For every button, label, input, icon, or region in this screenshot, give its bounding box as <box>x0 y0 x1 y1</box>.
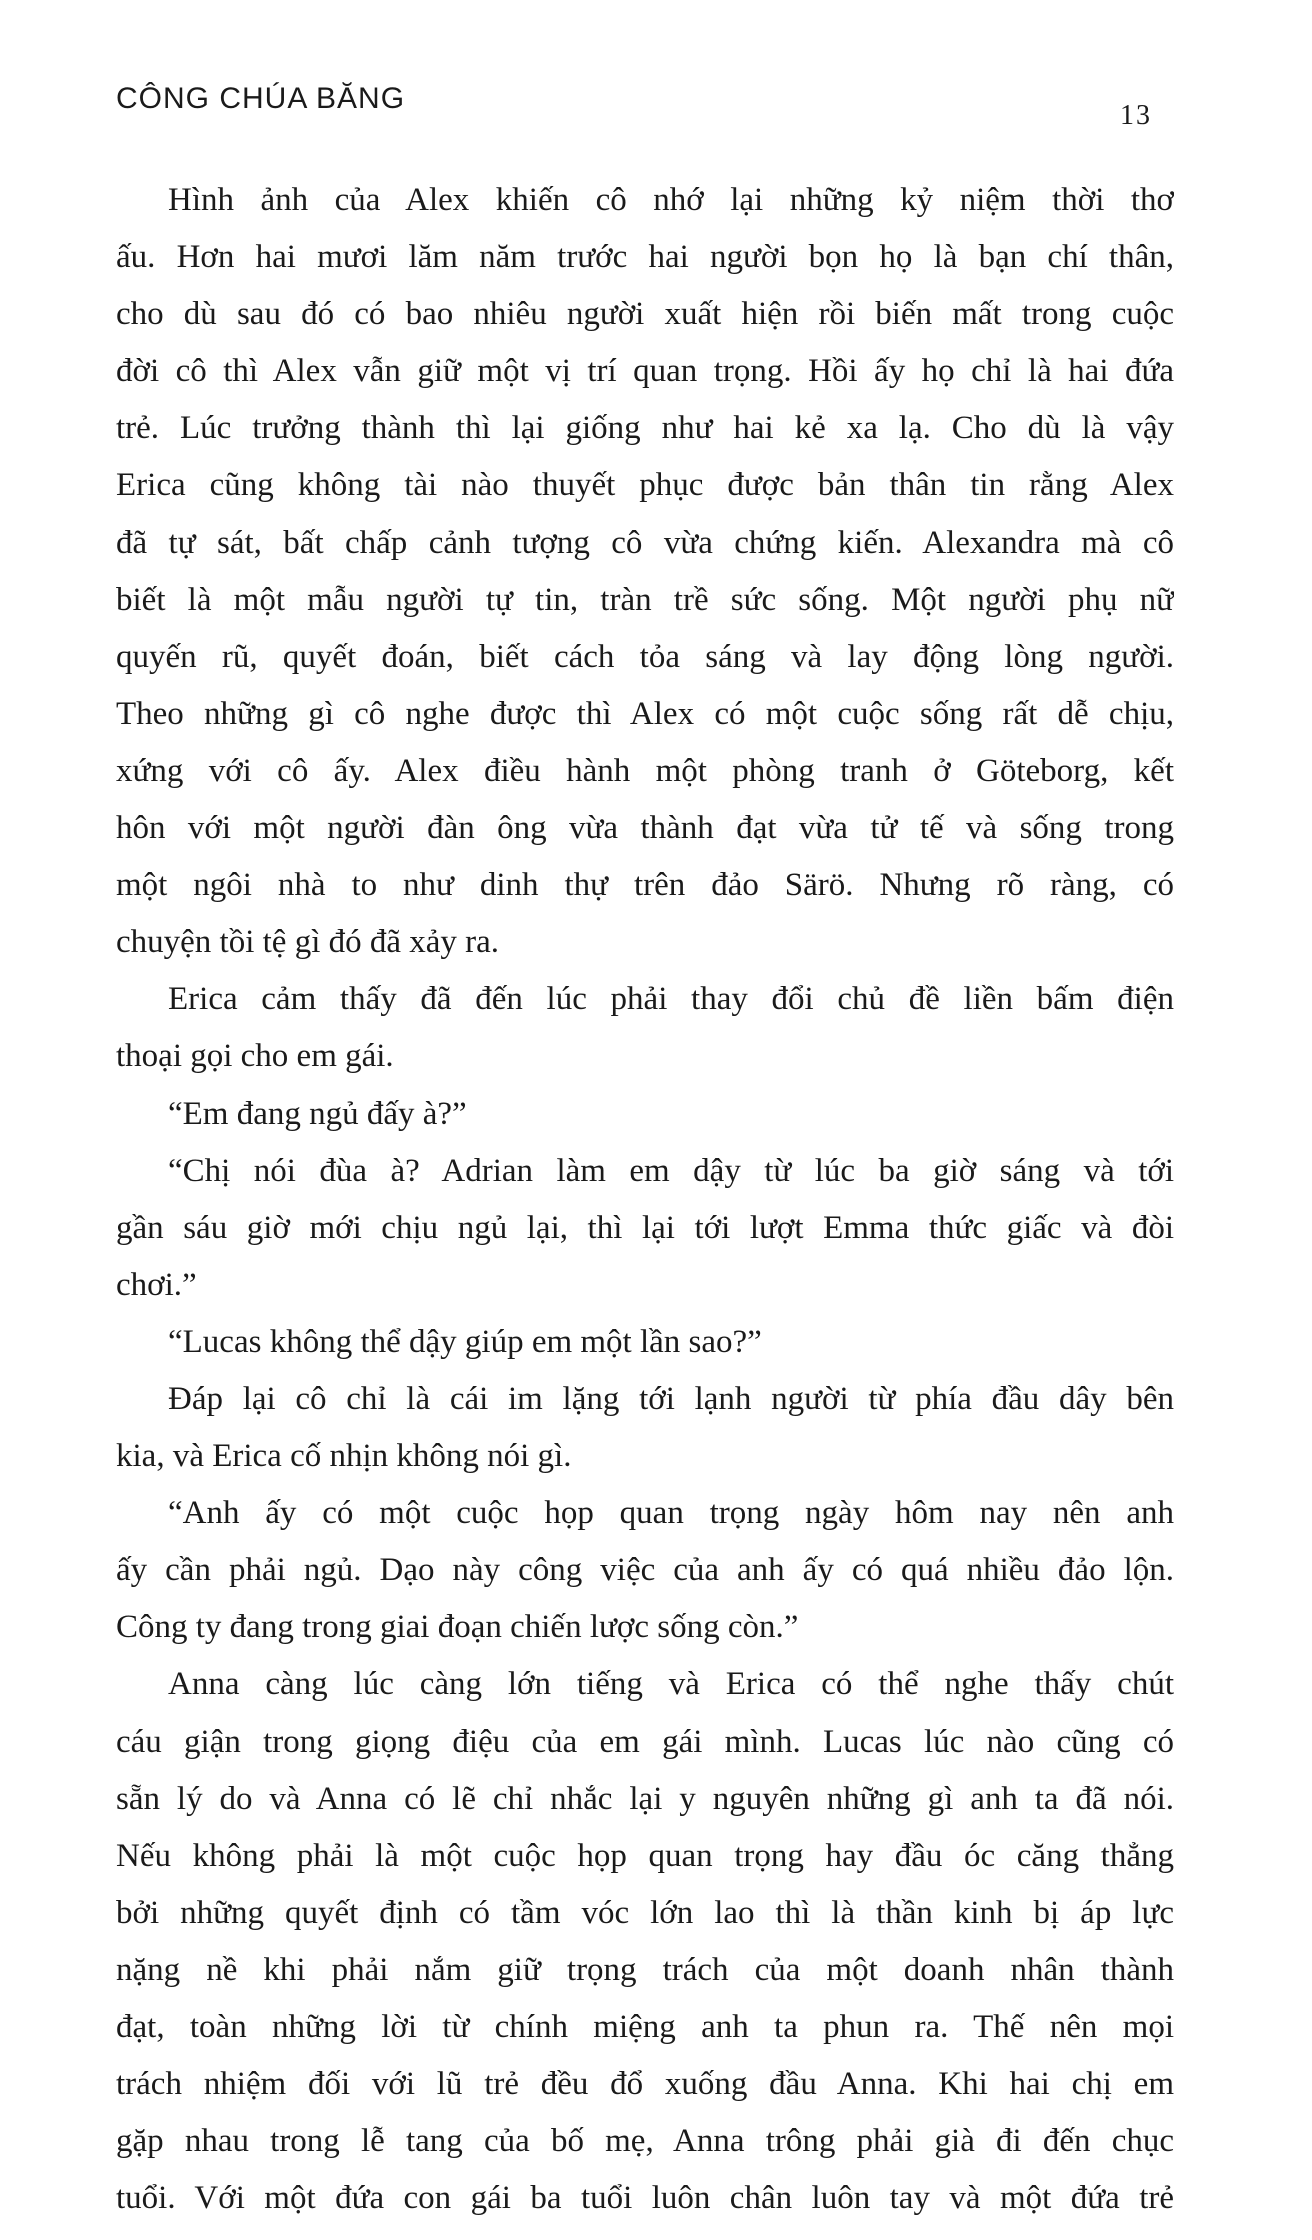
text-line: “Chị nói đùa à? Adrian làm em dậy từ lúc ba giờ sáng và tới <box>168 1152 1174 1189</box>
text-line: kia, và Erica cố nhịn không nói gì. <box>116 1438 572 1475</box>
text-line: Theo những gì cô nghe được thì Alex có một cuộc sống rất dễ chịu, <box>116 695 1174 732</box>
text-line: ấy cần phải ngủ. Dạo này công việc của anh ấy có quá nhiều đảo lộn. <box>116 1552 1174 1589</box>
text-line: Công ty đang trong giai đoạn chiến lược sống còn.” <box>116 1609 799 1646</box>
text-line: quyến rũ, quyết đoán, biết cách tỏa sáng và lay động lòng người. <box>116 638 1174 675</box>
text-line: “Lucas không thể dậy giúp em một lần sao?” <box>168 1323 762 1360</box>
text-line: cáu giận trong giọng điệu của em gái mình. Lucas lúc nào cũng có <box>116 1723 1174 1760</box>
text-line: chơi.” <box>116 1266 197 1303</box>
page-number: 13 <box>1120 100 1152 131</box>
text-line: trách nhiệm đối với lũ trẻ đều đổ xuống đầu Anna. Khi hai chị em <box>116 2066 1174 2103</box>
text-line: gặp nhau trong lễ tang của bố mẹ, Anna trông phải già đi đến chục <box>116 2123 1174 2160</box>
text-line: Erica cảm thấy đã đến lúc phải thay đổi chủ đề liền bấm điện <box>168 981 1174 1018</box>
text-line: biết là một mẫu người tự tin, tràn trề sức sống. Một người phụ nữ <box>116 581 1174 618</box>
text-line: Hình ảnh của Alex khiến cô nhớ lại những kỷ niệm thời thơ <box>168 182 1174 218</box>
running-title: CÔNG CHÚA BĂNG <box>116 82 406 115</box>
text-line: hôn với một người đàn ông vừa thành đạt vừa tử tế và sống trong <box>116 810 1174 847</box>
text-line: Anna càng lúc càng lớn tiếng và Erica có thể nghe thấy chút <box>168 1666 1174 1703</box>
text-line: Erica cũng không tài nào thuyết phục được bản thân tin rằng Alex <box>116 467 1174 504</box>
text-line: một ngôi nhà to như dinh thự trên đảo Särö. Nhưng rõ ràng, có <box>116 867 1174 904</box>
text-line: cho dù sau đó có bao nhiêu người xuất hiện rồi biến mất trong cuộc <box>116 296 1174 333</box>
text-line: sẵn lý do và Anna có lẽ chỉ nhắc lại y nguyên những gì anh ta đã nói. <box>116 1780 1174 1817</box>
text-line: thoại gọi cho em gái. <box>116 1038 394 1075</box>
text-line: tuổi. Với một đứa con gái ba tuổi luôn chân luôn tay và một đứa trẻ <box>116 2180 1174 2217</box>
text-line: gần sáu giờ mới chịu ngủ lại, thì lại tới lượt Emma thức giấc và đòi <box>116 1209 1174 1246</box>
text-line: “Anh ấy có một cuộc họp quan trọng ngày hôm nay nên anh <box>168 1495 1174 1532</box>
text-line: đạt, toàn những lời từ chính miệng anh ta phun ra. Thế nên mọi <box>116 2009 1174 2045</box>
text-line: trẻ. Lúc trưởng thành thì lại giống như hai kẻ xa lạ. Cho dù là vậy <box>116 410 1174 447</box>
text-line: bởi những quyết định có tầm vóc lớn lao thì là thần kinh bị áp lực <box>116 1894 1174 1931</box>
text-line: “Em đang ngủ đấy à?” <box>168 1095 467 1132</box>
text-line: Đáp lại cô chỉ là cái im lặng tới lạnh người từ phía đầu dây bên <box>168 1380 1174 1417</box>
text-line: Nếu không phải là một cuộc họp quan trọng hay đầu óc căng thẳng <box>116 1837 1174 1874</box>
text-line: nặng nề khi phải nắm giữ trọng trách của một doanh nhân thành <box>116 1951 1174 1988</box>
text-line: ấu. Hơn hai mươi lăm năm trước hai người bọn họ là bạn chí thân, <box>116 239 1174 276</box>
text-line: đời cô thì Alex vẫn giữ một vị trí quan trọng. Hồi ấy họ chỉ là hai đứa <box>116 353 1174 390</box>
text-line: xứng với cô ấy. Alex điều hành một phòng tranh ở Göteborg, kết <box>116 752 1174 789</box>
body-text <box>116 172 1174 2227</box>
text-line: đã tự sát, bất chấp cảnh tượng cô vừa chứng kiến. Alexandra mà cô <box>116 524 1174 561</box>
text-line: chuyện tồi tệ gì đó đã xảy ra. <box>116 924 500 961</box>
